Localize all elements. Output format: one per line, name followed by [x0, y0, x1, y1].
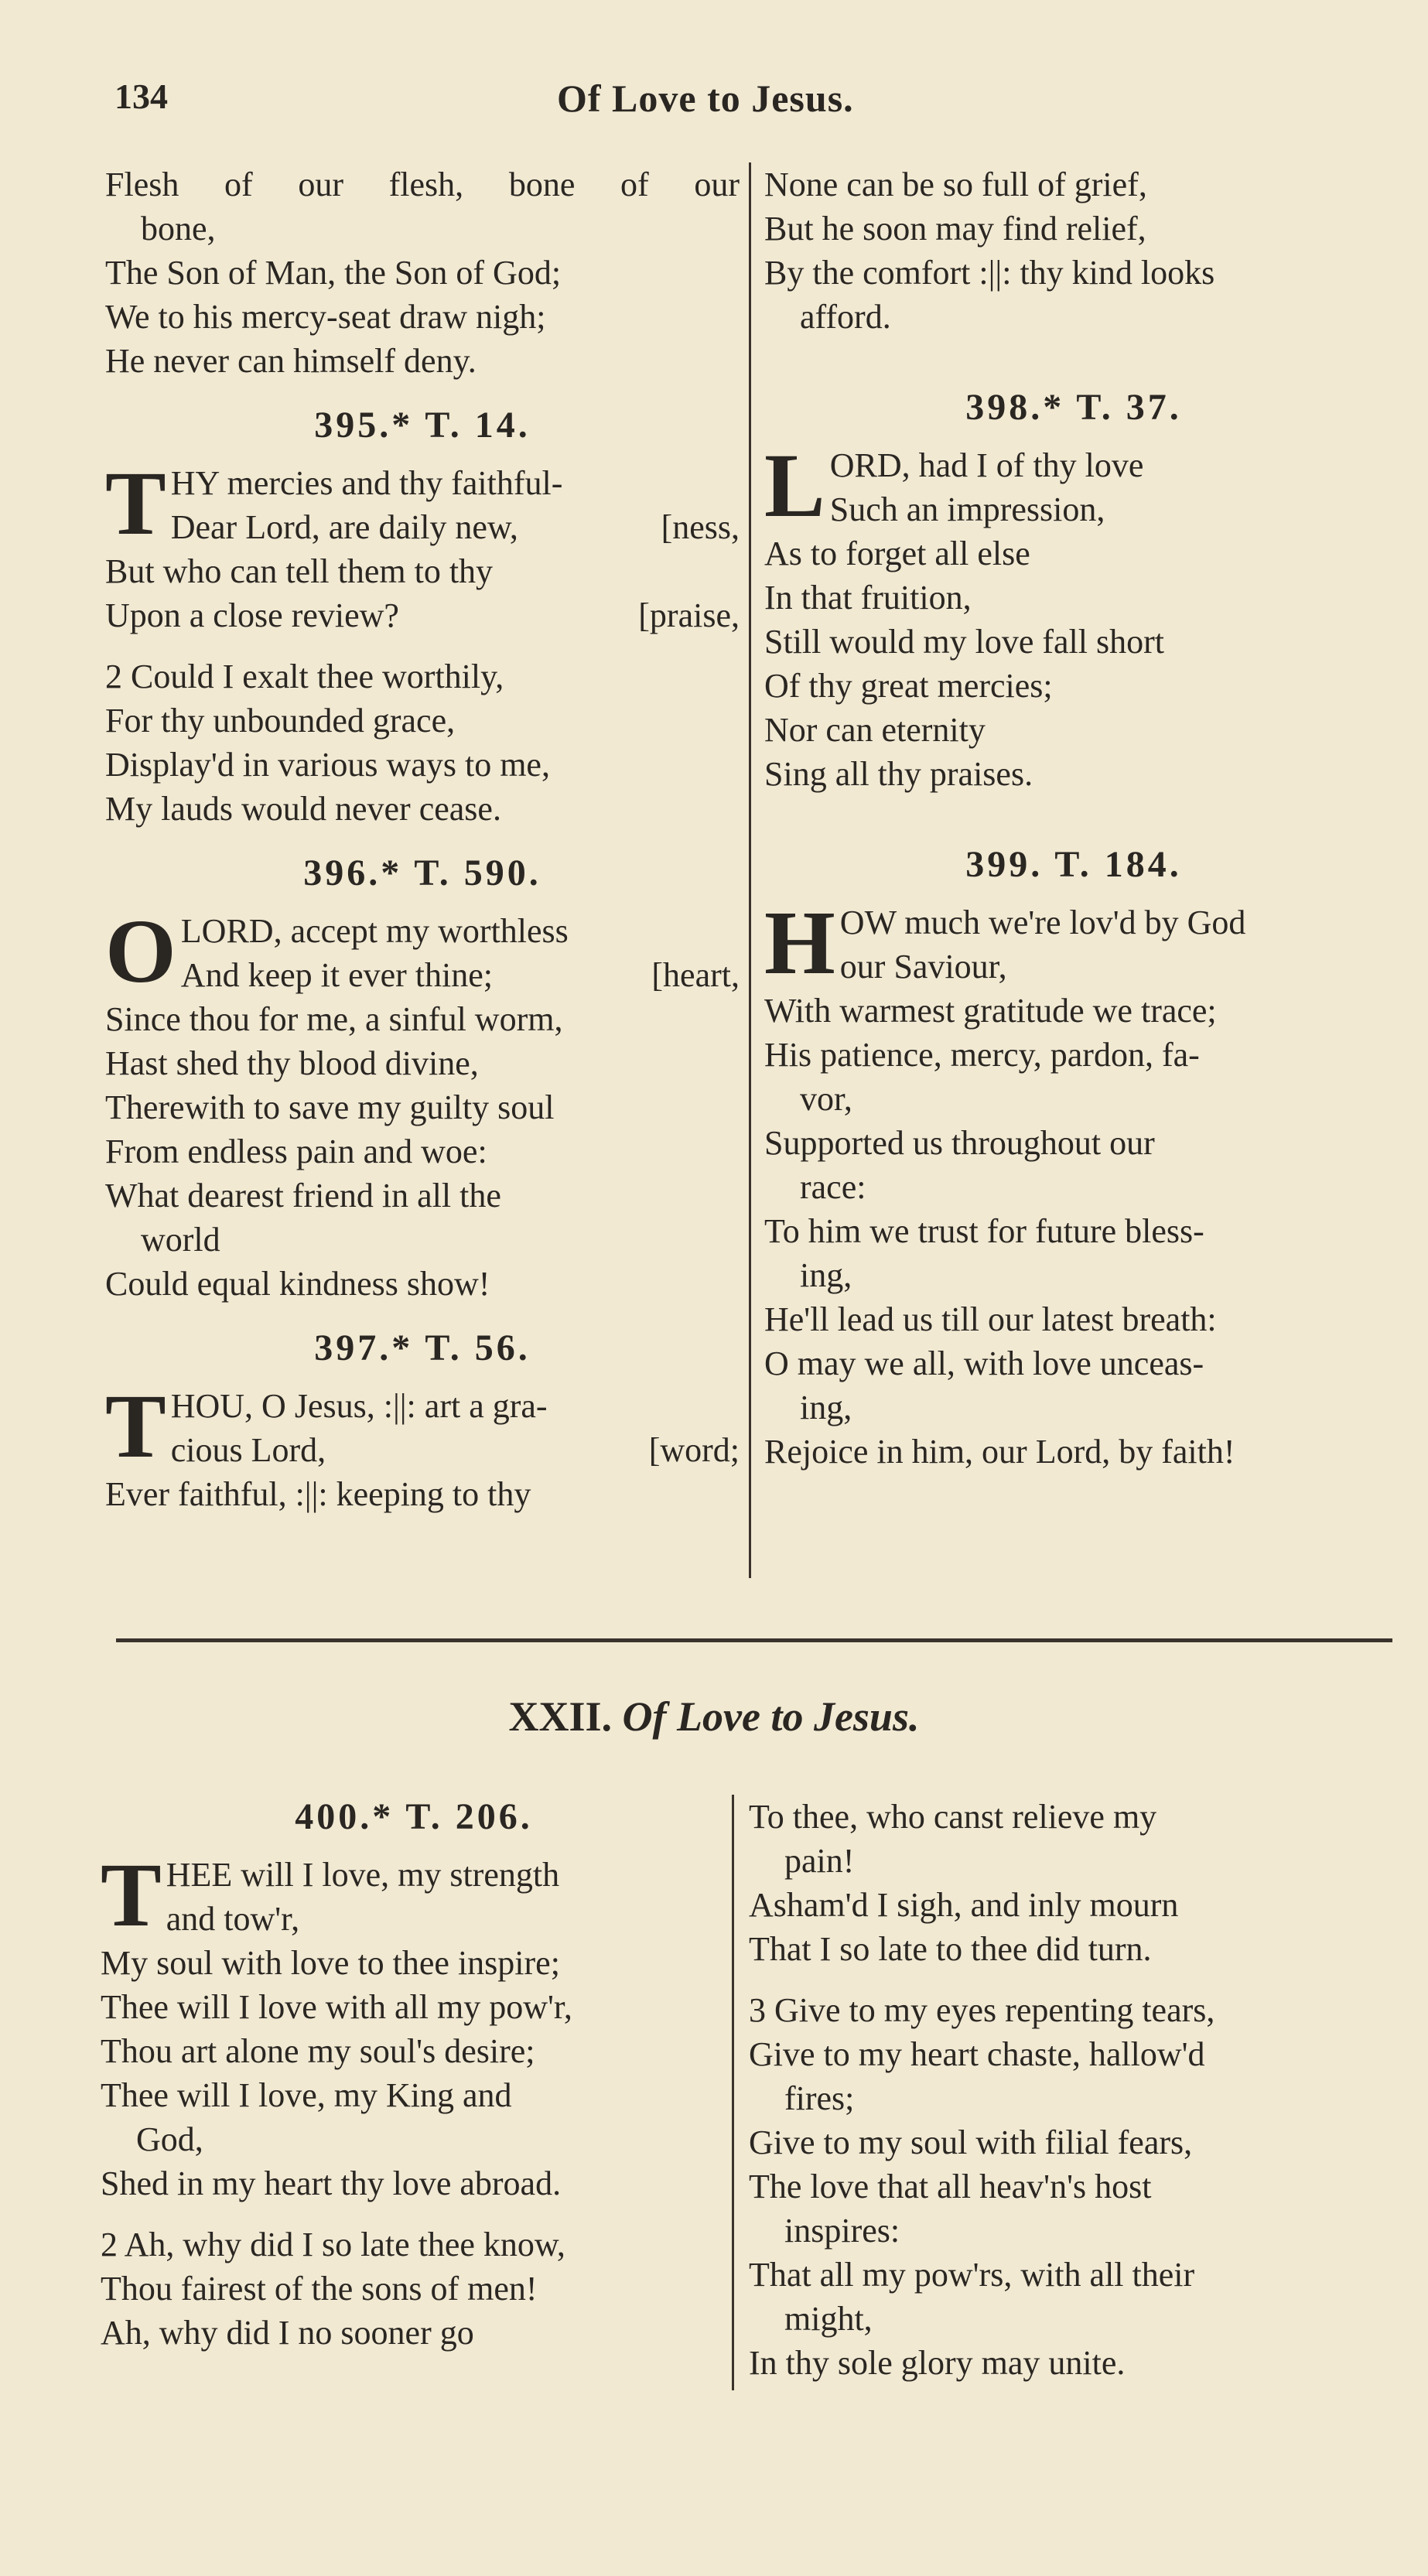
verse-line: world [141, 1221, 220, 1259]
hymn-number-400: 400.* T. 206. [295, 1796, 533, 1837]
verse-line: None can be so full of grief, [764, 166, 1147, 203]
verse-line: race: [800, 1168, 866, 1206]
verse-line: For thy unbounded grace, [105, 702, 456, 740]
verse-line: Supported us throughout our [764, 1124, 1155, 1162]
verse-line: LORD, accept my worthless [180, 912, 569, 950]
hymn-number-398: 398.* T. 37. [965, 387, 1182, 428]
verse-line: Such an impression, [829, 490, 1105, 528]
hymn-397 [105, 1375, 740, 1516]
verse-line: Rejoice in him, our Lord, by faith! [764, 1433, 1235, 1471]
verse-line: In that fruition, [764, 579, 972, 617]
verse-line: He'll lead us till our latest breath: [764, 1300, 1217, 1338]
verse-line: As to forget all else [764, 535, 1030, 572]
running-title: Of Love to Jesus. [557, 77, 854, 120]
turnover: [ness, [661, 508, 740, 546]
column-bottom-left [101, 1795, 727, 2355]
verse-line: From endless pain and woe: [105, 1133, 487, 1170]
hymn-398 [764, 435, 1383, 796]
hymn-400 [101, 1844, 727, 2355]
column-divider [732, 1795, 734, 2390]
verse-line: HEE will I love, my strength [166, 1856, 560, 1894]
verse-line: The Son of Man, the Son of God; [105, 254, 562, 292]
verse-line: With warmest gratitude we trace; [764, 992, 1217, 1030]
verse-line: afford. [800, 298, 891, 336]
verse-line: And keep it ever thine; [heart, [105, 953, 740, 997]
verse-line: Give to my soul with filial fears, [749, 2123, 1193, 2161]
verse-line: We to his mercy-seat draw nigh; [105, 298, 546, 336]
verse-line: But he soon may find relief, [764, 210, 1146, 248]
verse-line: Could equal kindness show! [105, 1265, 490, 1303]
verse-line: HOU, O Jesus, :||: art a gra- [170, 1387, 548, 1425]
verse-line: That all my pow'rs, with all their [749, 2256, 1195, 2294]
verse-line: Hast shed thy blood divine, [105, 1044, 479, 1082]
drop-cap: T [105, 453, 166, 554]
verse-line: Thou fairest of the sons of men! [101, 2270, 538, 2308]
verse-line: Dear Lord, are daily new, [ness, [105, 505, 740, 549]
hymn-399 [764, 892, 1383, 1474]
column-top-right [764, 162, 1383, 1474]
section-divider [116, 1638, 1392, 1642]
verse-line: fires; [784, 2079, 855, 2117]
verse-line: and tow'r, [166, 1900, 300, 1938]
verse-line: ing, [800, 1256, 852, 1294]
verse-line: Sing all thy praises. [764, 755, 1033, 793]
hymn-number-399: 399. T. 184. [965, 844, 1182, 885]
verse-line: might, [784, 2300, 873, 2338]
verse-line: O may we all, with love unceas- [764, 1344, 1204, 1382]
verse-line: bone, [141, 210, 216, 248]
verse-line: Still would my love fall short [764, 623, 1164, 661]
section-title: Of Love to Jesus. [622, 1693, 920, 1740]
verse-line: 3 Give to my eyes repenting tears, [749, 1991, 1215, 2029]
verse-line: Ever faithful, :||: keeping to thy [105, 1475, 531, 1513]
verse-line: HY mercies and thy faithful- [170, 464, 563, 502]
turnover: [heart, [651, 956, 740, 994]
page-number: 134 [114, 77, 168, 116]
verse-line: He never can himself deny. [105, 342, 477, 380]
verse-line: ing, [800, 1389, 852, 1426]
verse-line: My lauds would never cease. [105, 790, 501, 828]
verse-line: inspires: [784, 2212, 900, 2250]
column-divider [749, 162, 751, 1578]
hymn-number-395: 395.* T. 14. [314, 405, 531, 446]
running-header [108, 71, 1346, 125]
verse-line: Therewith to save my guilty soul [105, 1088, 555, 1126]
verse-line: Display'd in various ways to me, [105, 746, 550, 784]
verse-line: God, [136, 2120, 203, 2158]
verse-line: Thee will I love, my King and [101, 2076, 512, 2114]
verse-line: 2 Could I exalt thee worthily, [105, 658, 504, 695]
verse-line: What dearest friend in all the [105, 1177, 501, 1215]
verse-line: Give to my heart chaste, hallow'd [749, 2035, 1205, 2073]
verse-line: That I so late to thee did turn. [749, 1930, 1152, 1968]
verse-line: Thee will I love with all my pow'r, [101, 1988, 572, 2026]
verse-line: To thee, who canst relieve my [749, 1798, 1157, 1836]
section-heading [0, 1693, 1428, 1741]
turnover: [praise, [638, 596, 740, 634]
hymn-395 [105, 453, 740, 831]
verse-line: vor, [800, 1080, 852, 1118]
verse-line: OW much we're lov'd by God [839, 904, 1246, 941]
section-numeral: XXII. [508, 1693, 613, 1740]
verse-line: 2 Ah, why did I so late thee know, [101, 2226, 565, 2263]
verse-line: The love that all heav'n's host [749, 2168, 1152, 2205]
verse-line: His patience, mercy, pardon, fa- [764, 1036, 1200, 1074]
verse-line: Flesh of our flesh, bone of our [105, 166, 740, 203]
drop-cap: L [764, 435, 825, 536]
verse-line: Ah, why did I no sooner go [101, 2314, 474, 2352]
drop-cap: H [764, 892, 835, 993]
verse-line: our Saviour, [839, 948, 1007, 986]
verse-line: pain! [784, 1842, 855, 1880]
verse-line: But who can tell them to thy [105, 552, 494, 590]
hymn-number-396: 396.* T. 590. [303, 852, 541, 893]
verse-line: cious Lord, [word; [105, 1428, 740, 1472]
drop-cap: O [105, 900, 176, 1002]
turnover: [word; [648, 1431, 740, 1469]
verse-line: Nor can eternity [764, 711, 986, 749]
verse-line: Since thou for me, a sinful worm, [105, 1000, 563, 1038]
drop-cap: T [105, 1375, 166, 1477]
verse-line: To him we trust for future bless- [764, 1212, 1204, 1250]
verse-line: ORD, had I of thy love [829, 446, 1144, 484]
verse-line: My soul with love to thee inspire; [101, 1944, 560, 1982]
verse-line: Asham'd I sigh, and inly mourn [749, 1886, 1179, 1924]
verse-line: Of thy great mercies; [764, 667, 1053, 705]
drop-cap: T [101, 1844, 162, 1946]
verse-line: In thy sole glory may unite. [749, 2344, 1126, 2382]
hymn-396 [105, 900, 740, 1306]
column-bottom-right [749, 1795, 1383, 2385]
verse-line: Thou art alone my soul's desire; [101, 2032, 535, 2070]
verse-line: By the comfort :||: thy kind looks [764, 254, 1215, 292]
column-top-left [105, 162, 740, 1516]
verse-line: Shed in my heart thy love abroad. [101, 2164, 562, 2202]
hymn-number-397: 397.* T. 56. [314, 1327, 531, 1368]
verse-line: Upon a close review? [praise, [105, 593, 740, 637]
